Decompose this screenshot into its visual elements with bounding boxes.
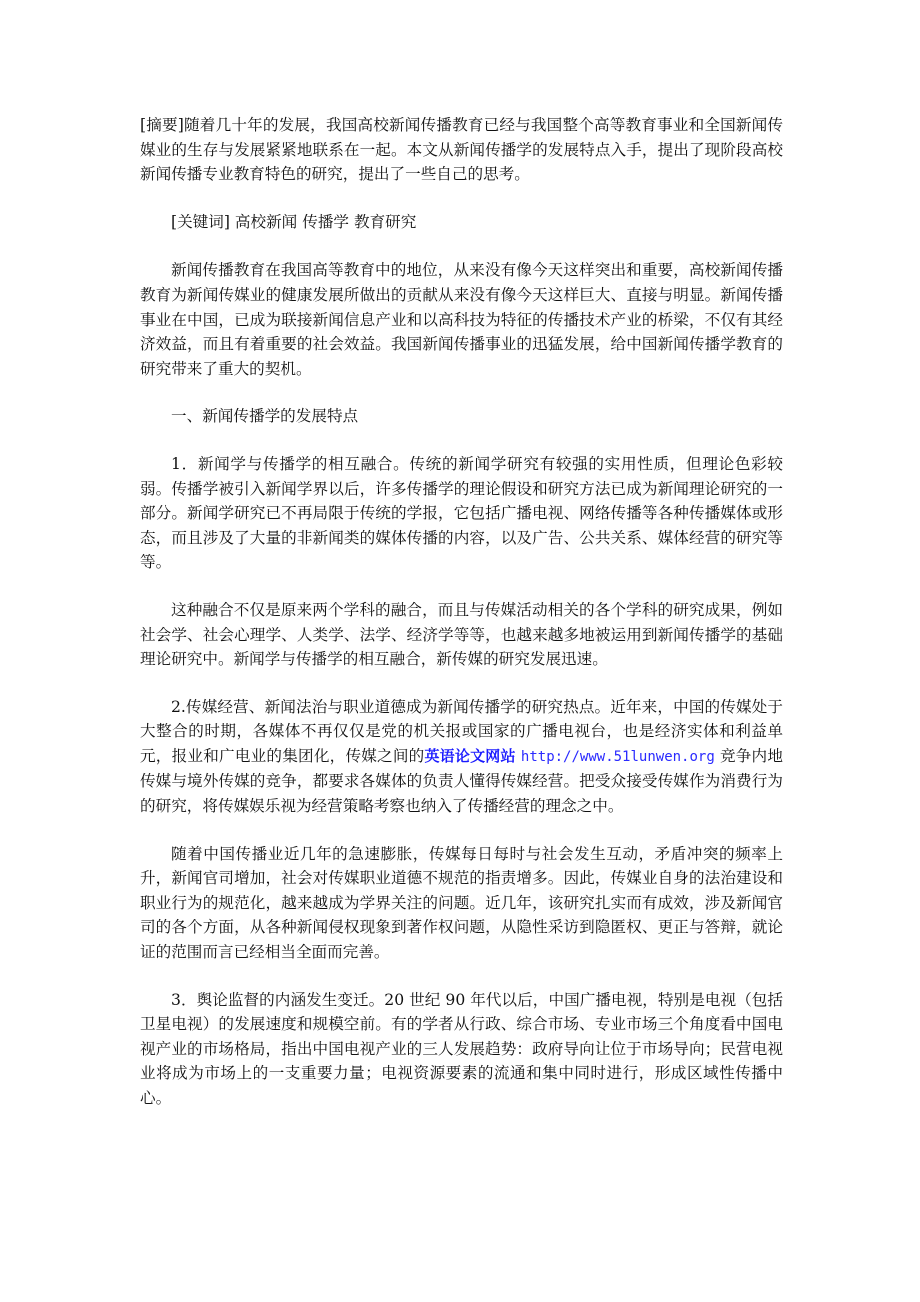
abstract-paragraph: [摘要]随着几十年的发展，我国高校新闻传播教育已经与我国整个高等教育事业和全国新闻传媒业的生存与发展紧紧地联系在一起。本文从新闻传播学的发展特点入手，提出了现阶段高校新闻传播专业教育特色的研究，提出了一些自己的思考。 xyxy=(140,116,783,184)
section-heading-1: 一、新闻传播学的发展特点 xyxy=(171,407,359,426)
document-body xyxy=(140,113,783,1134)
point-2-text-after: 竞争内地传媒与境外传媒的竞争，都要求各媒体的负责人懂得传媒经营。把受众接受传媒作为消费行为的研究，将传媒娱乐视为经营策略考察也纳入了传播经营的理念之中。 xyxy=(140,746,783,816)
point-1-paragraph: 1．新闻学与传播学的相互融合。传统的新闻学研究有较强的实用性质，但理论色彩较弱。传播学被引入新闻学界以后，许多传播学的理论假设和研究方法已成为新闻理论研究的一部分。新闻学研究已不再局限于传统的学报，它包括广播电视、网络传播等各种传播媒体或形态，而且涉及了大量的非新闻类的媒体传播的内容，以及广告、公共关系、媒体经营的研究等等。 xyxy=(140,454,783,572)
site-link[interactable]: 英语论文网站 xyxy=(424,746,516,765)
point-1-continuation: 这种融合不仅是原来两个学科的融合，而且与传媒活动相关的各个学科的研究成果，例如社会学、社会心理学、人类学、法学、经济学等等，也越来越多地被运用到新闻传播学的基础理论研究中。新闻学与传播学的相互融合，新传媒的研究发展迅速。 xyxy=(140,600,783,669)
point-2-paragraph xyxy=(140,695,783,819)
site-url-link[interactable]: http://www.51lunwen.org xyxy=(520,748,715,765)
point-3-paragraph: 3．舆论监督的内涵发生变迁。20 世纪 90 年代以后，中国广播电视，特别是电视（包括卫星电视）的发展速度和规模空前。有的学者从行政、综合市场、专业市场三个角度看中国电视产业的市场格局，指出中国电视产业的三人发展趋势：政府导向让位于市场导向；民营电视业将成为市场上的一支重要力量；电视资源要素的流通和集中同时进行，形成区域性传播中心。 xyxy=(140,990,783,1107)
point-2-text-before: 2.传媒经营、新闻法治与职业道德成为新闻传播学的研究热点。近年来，中国的传媒处于大整合的时期，各媒体不再仅仅是党的机关报或国家的广播电视台，也是经济实体和利益单元，报业和广电业的集团化，传媒之间的 xyxy=(140,697,783,765)
keywords-line: [关键词] 高校新闻 传播学 教育研究 xyxy=(171,212,417,231)
point-2-continuation: 随着中国传播业近几年的急速膨胀，传媒每日每时与社会发生互动，矛盾冲突的频率上升，新闻官司增加，社会对传媒职业道德不规范的指责增多。因此，传媒业自身的法治建设和职业行为的规范化，越来越成为学界关注的问题。近几年，该研究扎实而有成效，涉及新闻官司的各个方面，从各种新闻侵权现象到著作权问题，从隐性采访到隐匿权、更正与答辩，就论证的范围而言已经相当全面而完善。 xyxy=(140,844,783,962)
intro-paragraph: 新闻传播教育在我国高等教育中的地位，从来没有像今天这样突出和重要，高校新闻传播教育为新闻传媒业的健康发展所做出的贡献从来没有像今天这样巨大、直接与明显。新闻传播事业在中国，已成为联接新闻信息产业和以高科技为特征的传播技术产业的桥梁，不仅有其经济效益，而且有着重要的社会效益。我国新闻传播事业的迅猛发展，给中国新闻传播学教育的研究带来了重大的契机。 xyxy=(140,261,783,378)
